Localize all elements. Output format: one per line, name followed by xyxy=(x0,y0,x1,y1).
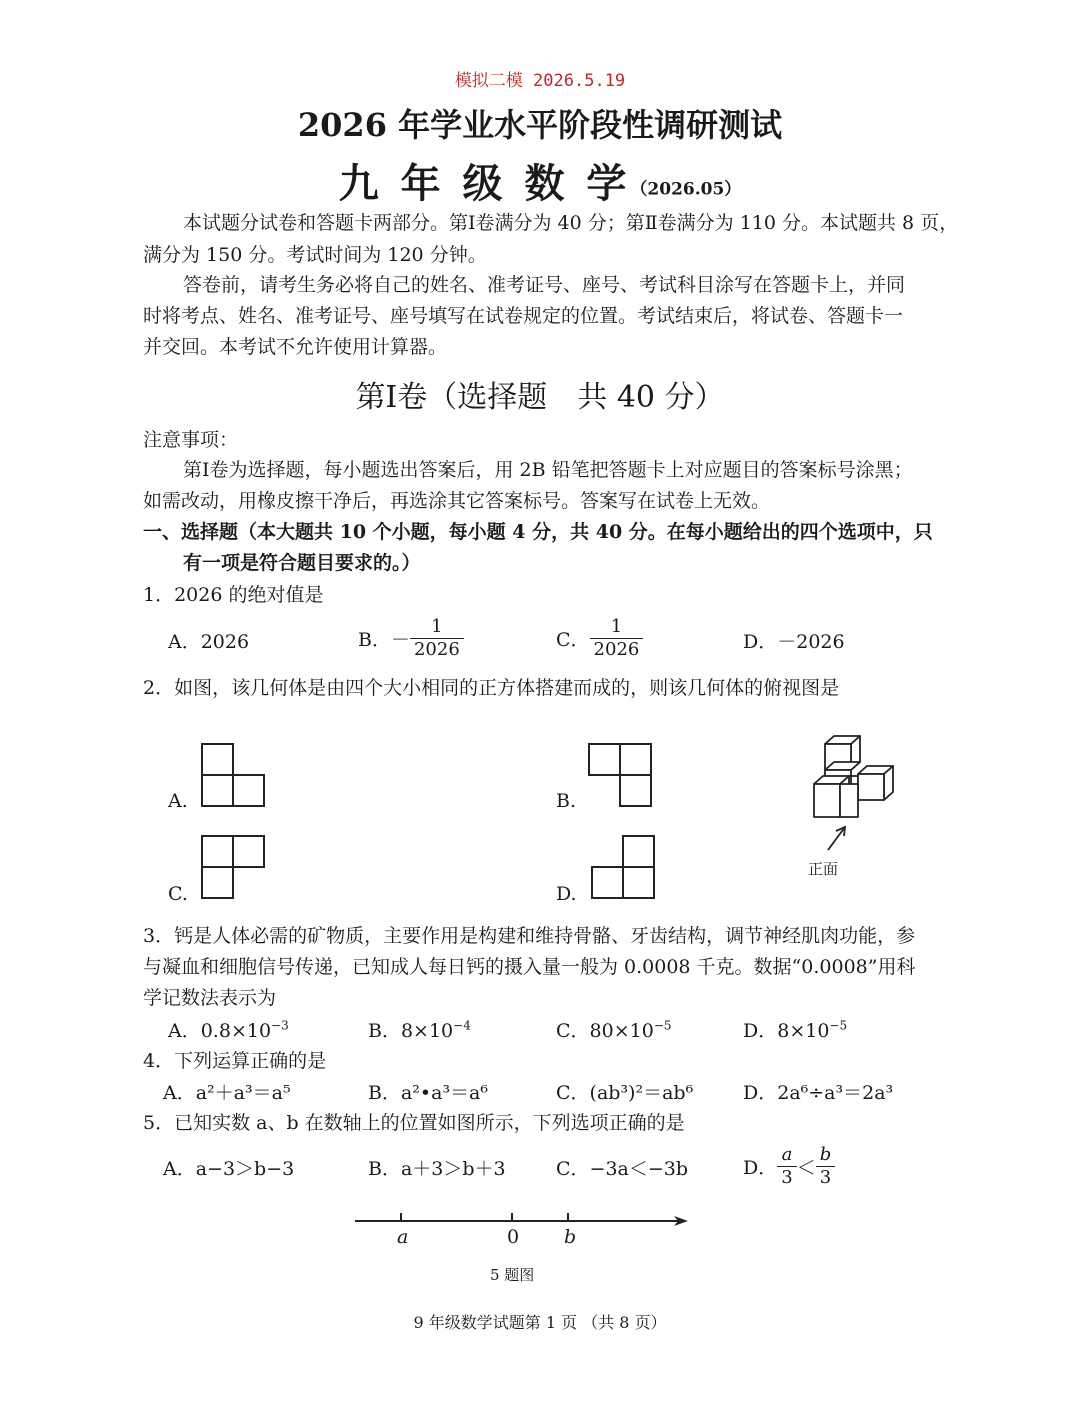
q5-d-left-den: 3 xyxy=(777,1166,796,1189)
q5-d-left-fraction xyxy=(777,1144,796,1189)
q2-stem: 2．如图，该几何体是由四个大小相同的正方体搭建而成的，则该几何体的俯视图是 xyxy=(143,677,840,699)
q5-stem: 5．已知实数 a、b 在数轴上的位置如图所示，下列选项正确的是 xyxy=(143,1112,685,1134)
q2-option-d-figure xyxy=(590,834,656,902)
q4-option-c: C．(ab³)²＝ab⁶ xyxy=(556,1082,694,1104)
q4-stem: 4．下列运算正确的是 xyxy=(143,1050,327,1072)
part-heading-line-2: 有一项是符合题目要求的。） xyxy=(183,552,421,574)
q2-option-d-label: D. xyxy=(556,883,577,905)
q2-front-label: 正面 xyxy=(808,860,839,878)
part-heading-line-1: 一、选择题（本大题共 10 个小题，每小题 4 分，共 40 分。在每小题给出的四个选项中，只 xyxy=(143,521,933,543)
axis-label-b: b xyxy=(564,1226,577,1248)
q3-option-c xyxy=(556,1016,672,1043)
section-title: 第Ⅰ卷（选择题 共 40 分） xyxy=(355,380,725,415)
q3-b-text: B．8×10 xyxy=(368,1020,454,1042)
q3-b-exp: −4 xyxy=(453,1018,471,1033)
q4-option-d: D．2a⁶÷a³＝2a³ xyxy=(743,1082,894,1104)
intro-line-3: 答卷前，请考生务必将自己的姓名、准考证号、座号、考试科目涂写在答题卡上，并同 xyxy=(183,274,906,296)
q5-d-right-den: 3 xyxy=(816,1166,835,1189)
exam-subtitle xyxy=(0,152,1080,209)
q2-solid-figure xyxy=(808,732,900,856)
q1-option-c-prefix: C． xyxy=(556,629,590,651)
subtitle-text: 九 年 级 数 学 xyxy=(338,160,631,207)
q2-option-b-figure xyxy=(587,742,653,810)
q1-stem: 1．2026 的绝对值是 xyxy=(143,584,324,606)
q5-d-right-num: b xyxy=(819,1144,832,1165)
q2-option-b-label: B. xyxy=(556,790,577,812)
q1-option-a: A．2026 xyxy=(168,631,250,653)
notice-line-2: 如需改动，用橡皮擦干净后，再选涂其它答案标号。答案写在试卷上无效。 xyxy=(143,490,771,512)
q3-a-exp: −3 xyxy=(271,1018,289,1033)
intro-line-4: 时将考点、姓名、准考证号、座号填写在试卷规定的位置。考试结束后，将试卷、答题卡一 xyxy=(143,305,904,327)
q2-option-c-figure xyxy=(200,834,266,902)
q3-stem-line-2: 与凝血和细胞信号传递，已知成人每日钙的摄入量一般为 0.0008 千克。数据“0.0008”用科 xyxy=(143,956,916,978)
header-note: 模拟二模 2026.5.19 xyxy=(454,71,626,91)
q1-option-b-fraction xyxy=(410,616,464,661)
q5-option-d xyxy=(743,1144,835,1189)
q1-b-numerator: 1 xyxy=(431,616,443,637)
q3-d-text: D．8×10 xyxy=(743,1020,830,1042)
q1-option-c xyxy=(556,616,643,661)
notice-line-1: 第Ⅰ卷为选择题，每小题选出答案后，用 2B 铅笔把答题卡上对应题目的答案标号涂黑； xyxy=(183,459,913,481)
q3-option-b xyxy=(368,1016,471,1043)
intro-line-1: 本试题分试卷和答题卡两部分。第Ⅰ卷满分为 40 分；第Ⅱ卷满分为 110 分。本试题共 8 页， xyxy=(183,212,959,234)
axis-label-a: a xyxy=(397,1226,409,1248)
q5-d-left-num: a xyxy=(781,1144,793,1165)
q1-b-denominator: 2026 xyxy=(410,638,464,661)
q1-c-numerator: 1 xyxy=(610,616,623,637)
q5-d-right-fraction xyxy=(816,1144,836,1189)
q5-figure-caption: 5 题图 xyxy=(490,1266,535,1284)
q3-stem-line-1: 3．钙是人体必需的矿物质，主要作用是构建和维持骨骼、牙齿结构，调节神经肌肉功能，参 xyxy=(143,925,916,947)
intro-line-2: 满分为 150 分。考试时间为 120 分钟。 xyxy=(143,244,487,266)
q3-stem-line-3: 学记数法表示为 xyxy=(143,987,277,1009)
q3-a-text: A．0.8×10 xyxy=(168,1020,272,1042)
intro-line-5: 并交回。本考试不允许使用计算器。 xyxy=(143,336,448,358)
q1-option-c-fraction xyxy=(590,616,644,661)
q1-option-b xyxy=(358,616,464,661)
subtitle-date: （2026.05） xyxy=(630,179,742,200)
q1-option-d: D．－2026 xyxy=(743,631,845,653)
q5-option-a: A．a−3＞b−3 xyxy=(163,1158,295,1180)
notice-label: 注意事项： xyxy=(143,429,239,451)
q3-c-text: C．80×10 xyxy=(556,1020,654,1042)
q5-option-c: C．−3a＜−3b xyxy=(556,1158,689,1180)
q5-option-b: B．a＋3＞b＋3 xyxy=(368,1158,506,1180)
q2-option-a-figure xyxy=(200,742,266,810)
q3-d-exp: −5 xyxy=(829,1018,848,1033)
q5-d-prefix: D． xyxy=(743,1157,778,1179)
q5-d-op: ＜ xyxy=(796,1157,816,1179)
page-footer: 9 年级数学试题第 1 页 （共 8 页） xyxy=(413,1313,667,1332)
q1-c-denominator: 2026 xyxy=(590,638,644,661)
q1-option-b-prefix: B．－ xyxy=(358,629,410,651)
q3-option-d xyxy=(743,1016,847,1043)
axis-label-0: 0 xyxy=(507,1226,520,1248)
q2-option-a-label: A. xyxy=(168,790,188,812)
q4-option-a: A．a²＋a³＝a⁵ xyxy=(163,1082,291,1104)
q2-option-c-label: C. xyxy=(168,883,188,905)
q3-c-exp: −5 xyxy=(653,1018,672,1033)
exam-title: 2026 年学业水平阶段性调研测试 xyxy=(297,106,783,144)
q4-option-b: B．a²•a³＝a⁶ xyxy=(368,1082,489,1104)
q3-option-a xyxy=(168,1016,289,1043)
